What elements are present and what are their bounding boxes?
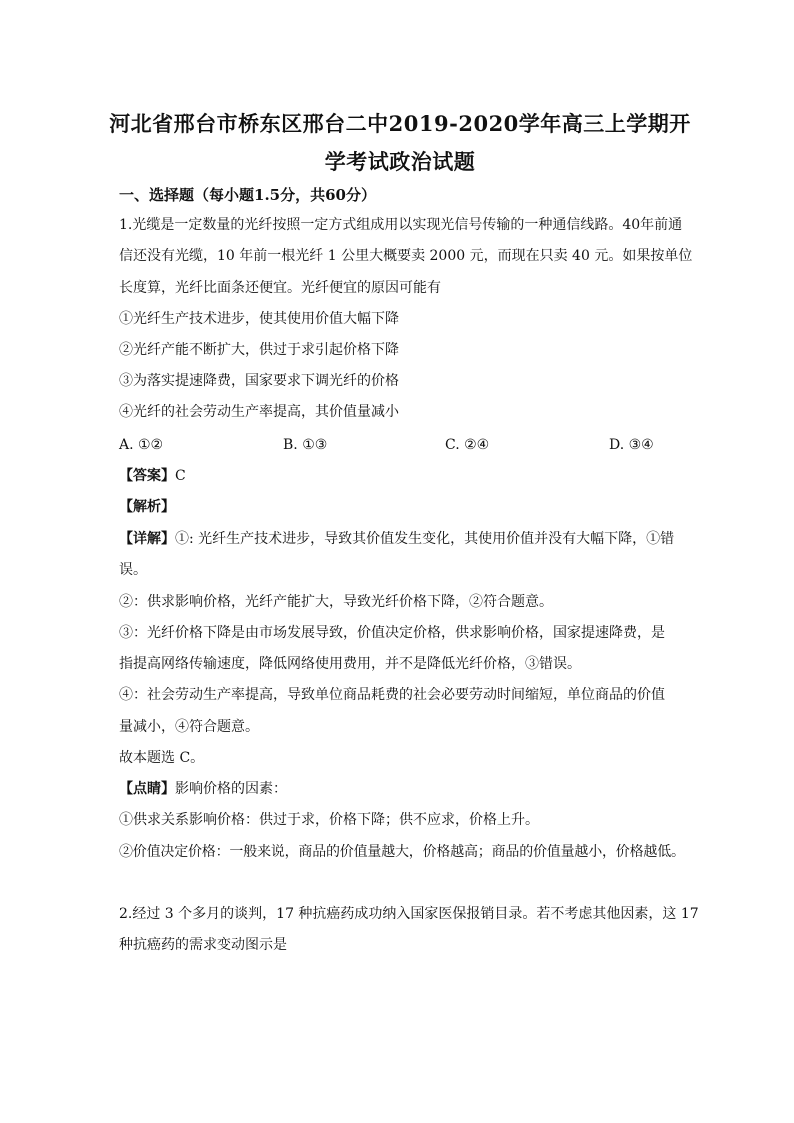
q1-tip-line-2: ②价值决定价格：一般来说，商品的价值量越大，价格越高；商品的价值量越小，价格越低。 (119, 844, 685, 860)
tip-title: 影响价格的因素： (175, 781, 287, 797)
q1-detail-line-5: 指提高网络传输速度，降低网络使用费用，并不是降低光纤价格，③错误。 (119, 656, 581, 672)
q1-stem-line-1: 1.光缆是一定数量的光纤按照一定方式组成用以实现光信号传输的一种通信线路。40年前通 (119, 217, 683, 233)
q1-statement-1: ①光纤生产技术进步，使其使用价值大幅下降 (119, 311, 399, 327)
q1-stem-line-2: 信还没有光缆，10 年前一根光纤 1 公里大概要卖 2000 元，而现在只卖 40 元。如果按单位 (119, 248, 693, 264)
detail-text-1: ①: 光纤生产技术进步，导致其价值发生变化，其使用价值并没有大幅下降，①错 (175, 531, 675, 547)
tip-label: 【点睛】 (119, 781, 175, 797)
q1-statement-2: ②光纤产能不断扩大，供过于求引起价格下降 (119, 342, 399, 358)
q1-detail-line-8: 故本题选 C。 (119, 750, 205, 766)
q1-option-b: B. ①③ (283, 437, 328, 453)
q1-statement-3: ③为落实提速降费，国家要求下调光纤的价格 (119, 373, 399, 389)
answer-label: 【答案】 (119, 468, 175, 484)
q2-stem-line-1: 2.经过 3 个多月的谈判，17 种抗癌药成功纳入国家医保报销目录。若不考虑其他因素，这 17 (119, 906, 699, 922)
q1-option-d: D. ③④ (609, 437, 654, 453)
section-heading: 一、选择题（每小题1.5分，共60分） (119, 186, 376, 204)
q1-detail-line-1 (119, 530, 674, 548)
doc-title-line-1: 河北省邢台市桥东区邢台二中2019-2020学年高三上学期开 (109, 111, 691, 136)
doc-title-line-2: 学考试政治试题 (324, 149, 476, 174)
q1-statement-4: ④光纤的社会劳动生产率提高，其价值量减小 (119, 404, 399, 420)
q1-detail-line-4: ③：光纤价格下降是由市场发展导致，价值决定价格，供求影响价格，国家提速降费，是 (119, 625, 665, 641)
q1-stem-line-3: 长度算，光纤比面条还便宜。光纤便宜的原因可能有 (119, 280, 441, 296)
analysis-label: 【解析】 (119, 499, 175, 515)
q1-detail-line-3: ②：供求影响价格，光纤产能扩大，导致光纤价格下降，②符合题意。 (119, 594, 553, 610)
q1-tip (119, 780, 287, 798)
q1-option-c: C. ②④ (445, 437, 490, 453)
q1-answer (119, 467, 186, 485)
q1-option-a: A. ①② (119, 437, 164, 453)
q1-detail-line-7: 量减小，④符合题意。 (119, 719, 259, 735)
answer-value: C (175, 468, 186, 484)
q2-stem-line-2: 种抗癌药的需求变动图示是 (119, 937, 287, 953)
q1-detail-line-6: ④：社会劳动生产率提高，导致单位商品耗费的社会必要劳动时间缩短，单位商品的价值 (119, 687, 665, 703)
detail-label: 【详解】 (119, 531, 175, 547)
q1-tip-line-1: ①供求关系影响价格：供过于求，价格下降；供不应求，价格上升。 (119, 812, 539, 828)
q1-detail-line-2: 误。 (119, 562, 147, 578)
